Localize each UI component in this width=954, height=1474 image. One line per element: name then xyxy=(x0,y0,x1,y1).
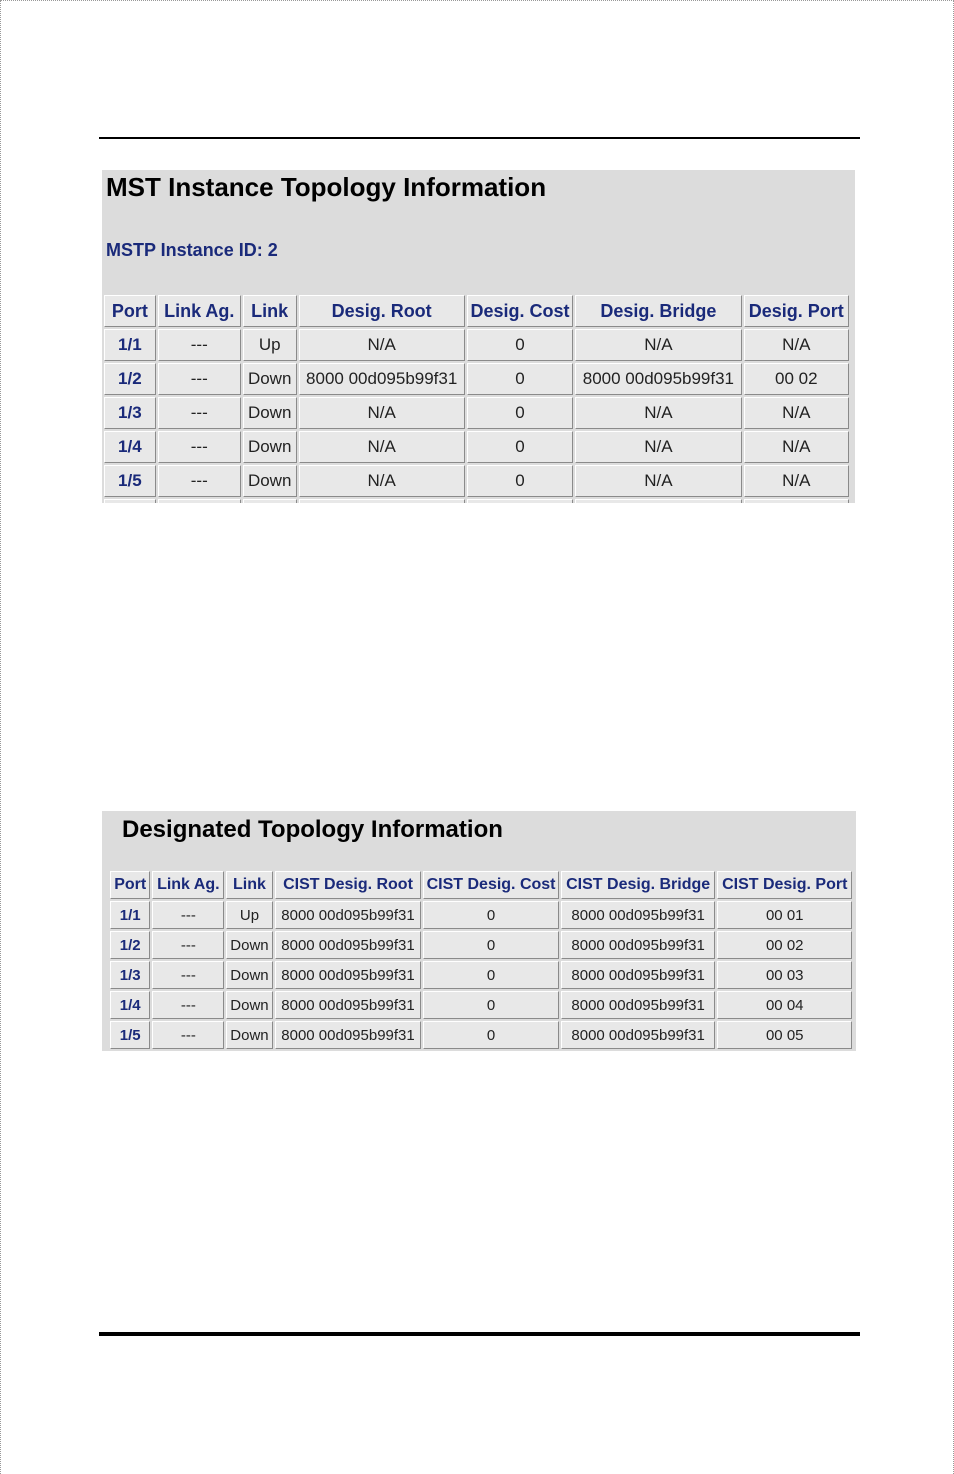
desig-port-cell: N/A xyxy=(744,465,849,497)
port-cell: 1/5 xyxy=(104,465,156,497)
col-header-cist-desig-cost: CIST Desig. Cost xyxy=(423,871,558,899)
desig-cost-cell: 0 xyxy=(467,431,573,463)
link-ag-cell: --- xyxy=(152,1021,224,1049)
page-border-top xyxy=(0,0,954,1)
col-header-link: Link xyxy=(226,871,273,899)
cist-desig-port-cell: 00 05 xyxy=(717,1021,852,1049)
table-row xyxy=(104,465,849,497)
desig-bridge-cell: N/A xyxy=(575,465,741,497)
desig-root-cell: N/A xyxy=(299,329,465,361)
desig-port-cell: 00 02 xyxy=(744,363,849,395)
link-ag-cell: --- xyxy=(152,901,224,929)
desig-root-cell: N/A xyxy=(299,465,465,497)
port-cell: 1/1 xyxy=(110,901,150,929)
port-cell: 1/2 xyxy=(104,363,156,395)
link-cell: Down xyxy=(243,363,297,395)
col-header-cist-desig-bridge: CIST Desig. Bridge xyxy=(561,871,716,899)
col-header-port: Port xyxy=(110,871,150,899)
desig-bridge-cell: N/A xyxy=(575,397,741,429)
empty-cell xyxy=(243,499,297,503)
link-cell: Down xyxy=(226,931,273,959)
cist-desig-root-cell: 8000 00d095b99f31 xyxy=(275,1021,422,1049)
cist-desig-port-cell: 00 04 xyxy=(717,991,852,1019)
desig-bridge-cell: N/A xyxy=(575,431,741,463)
desig-root-cell: N/A xyxy=(299,431,465,463)
col-header-cist-desig-port: CIST Desig. Port xyxy=(717,871,852,899)
col-header-link-ag: Link Ag. xyxy=(158,295,241,327)
link-cell: Up xyxy=(243,329,297,361)
designated-topology-panel xyxy=(102,811,856,1051)
col-header-desig-port: Desig. Port xyxy=(744,295,849,327)
mst-topology-table xyxy=(102,293,851,503)
designated-topology-table xyxy=(108,869,854,1051)
link-ag-cell: --- xyxy=(158,465,241,497)
empty-cell xyxy=(467,499,573,503)
table-row xyxy=(110,991,852,1019)
cist-desig-bridge-cell: 8000 00d095b99f31 xyxy=(561,931,716,959)
top-rule xyxy=(99,137,860,139)
link-cell: Down xyxy=(243,431,297,463)
empty-cell xyxy=(299,499,465,503)
desig-bridge-cell: 8000 00d095b99f31 xyxy=(575,363,741,395)
cist-desig-port-cell: 00 03 xyxy=(717,961,852,989)
mstp-instance-id-label: MSTP Instance ID: 2 xyxy=(106,240,278,260)
desig-cost-cell: 0 xyxy=(467,397,573,429)
link-ag-cell: --- xyxy=(158,363,241,395)
table-row xyxy=(104,329,849,361)
bottom-rule xyxy=(99,1332,860,1336)
cist-desig-cost-cell: 0 xyxy=(423,931,558,959)
col-header-cist-desig-root: CIST Desig. Root xyxy=(275,871,422,899)
desig-bridge-cell: N/A xyxy=(575,329,741,361)
cist-desig-bridge-cell: 8000 00d095b99f31 xyxy=(561,901,716,929)
designated-panel-title: Designated Topology Information xyxy=(122,816,503,843)
port-cell: 1/3 xyxy=(104,397,156,429)
port-cell: 1/4 xyxy=(110,991,150,1019)
link-ag-cell: --- xyxy=(158,431,241,463)
empty-cell xyxy=(158,499,241,503)
port-cell: 1/2 xyxy=(110,931,150,959)
desig-root-cell: 8000 00d095b99f31 xyxy=(299,363,465,395)
col-header-link: Link xyxy=(243,295,297,327)
desig-port-cell: N/A xyxy=(744,431,849,463)
desig-port-cell: N/A xyxy=(744,397,849,429)
cist-desig-cost-cell: 0 xyxy=(423,961,558,989)
link-ag-cell: --- xyxy=(152,931,224,959)
table-row xyxy=(104,363,849,395)
cist-desig-root-cell: 8000 00d095b99f31 xyxy=(275,931,422,959)
empty-cell xyxy=(104,499,156,503)
cist-desig-cost-cell: 0 xyxy=(423,901,558,929)
designated-header-row xyxy=(110,871,852,899)
cist-desig-cost-cell: 0 xyxy=(423,1021,558,1049)
link-ag-cell: --- xyxy=(152,991,224,1019)
table-row xyxy=(110,931,852,959)
empty-cell xyxy=(744,499,849,503)
page-border-left xyxy=(0,0,1,1474)
empty-cell xyxy=(575,499,741,503)
link-cell: Down xyxy=(226,1021,273,1049)
cist-desig-root-cell: 8000 00d095b99f31 xyxy=(275,961,422,989)
col-header-desig-bridge: Desig. Bridge xyxy=(575,295,741,327)
table-row xyxy=(110,901,852,929)
mst-topology-panel xyxy=(102,170,855,503)
link-cell: Down xyxy=(226,991,273,1019)
cist-desig-bridge-cell: 8000 00d095b99f31 xyxy=(561,991,716,1019)
cist-desig-root-cell: 8000 00d095b99f31 xyxy=(275,991,422,1019)
col-header-desig-cost: Desig. Cost xyxy=(467,295,573,327)
table-row xyxy=(110,961,852,989)
port-cell: 1/5 xyxy=(110,1021,150,1049)
col-header-desig-root: Desig. Root xyxy=(299,295,465,327)
link-cell: Down xyxy=(243,397,297,429)
link-cell: Down xyxy=(226,961,273,989)
table-row xyxy=(110,1021,852,1049)
cist-desig-port-cell: 00 02 xyxy=(717,931,852,959)
port-cell: 1/3 xyxy=(110,961,150,989)
desig-cost-cell: 0 xyxy=(467,329,573,361)
link-cell: Up xyxy=(226,901,273,929)
mst-panel-title: MST Instance Topology Information xyxy=(106,172,547,202)
desig-cost-cell: 0 xyxy=(467,465,573,497)
desig-port-cell: N/A xyxy=(744,329,849,361)
desig-cost-cell: 0 xyxy=(467,363,573,395)
link-cell: Down xyxy=(243,465,297,497)
col-header-link-ag: Link Ag. xyxy=(152,871,224,899)
cist-desig-bridge-cell: 8000 00d095b99f31 xyxy=(561,961,716,989)
link-ag-cell: --- xyxy=(158,329,241,361)
port-cell: 1/4 xyxy=(104,431,156,463)
col-header-port: Port xyxy=(104,295,156,327)
cist-desig-port-cell: 00 01 xyxy=(717,901,852,929)
cist-desig-root-cell: 8000 00d095b99f31 xyxy=(275,901,422,929)
link-ag-cell: --- xyxy=(152,961,224,989)
cist-desig-cost-cell: 0 xyxy=(423,991,558,1019)
desig-root-cell: N/A xyxy=(299,397,465,429)
cist-desig-bridge-cell: 8000 00d095b99f31 xyxy=(561,1021,716,1049)
link-ag-cell: --- xyxy=(158,397,241,429)
table-row xyxy=(104,397,849,429)
port-cell: 1/1 xyxy=(104,329,156,361)
table-row-partial xyxy=(104,499,849,503)
mst-header-row xyxy=(104,295,849,327)
table-row xyxy=(104,431,849,463)
